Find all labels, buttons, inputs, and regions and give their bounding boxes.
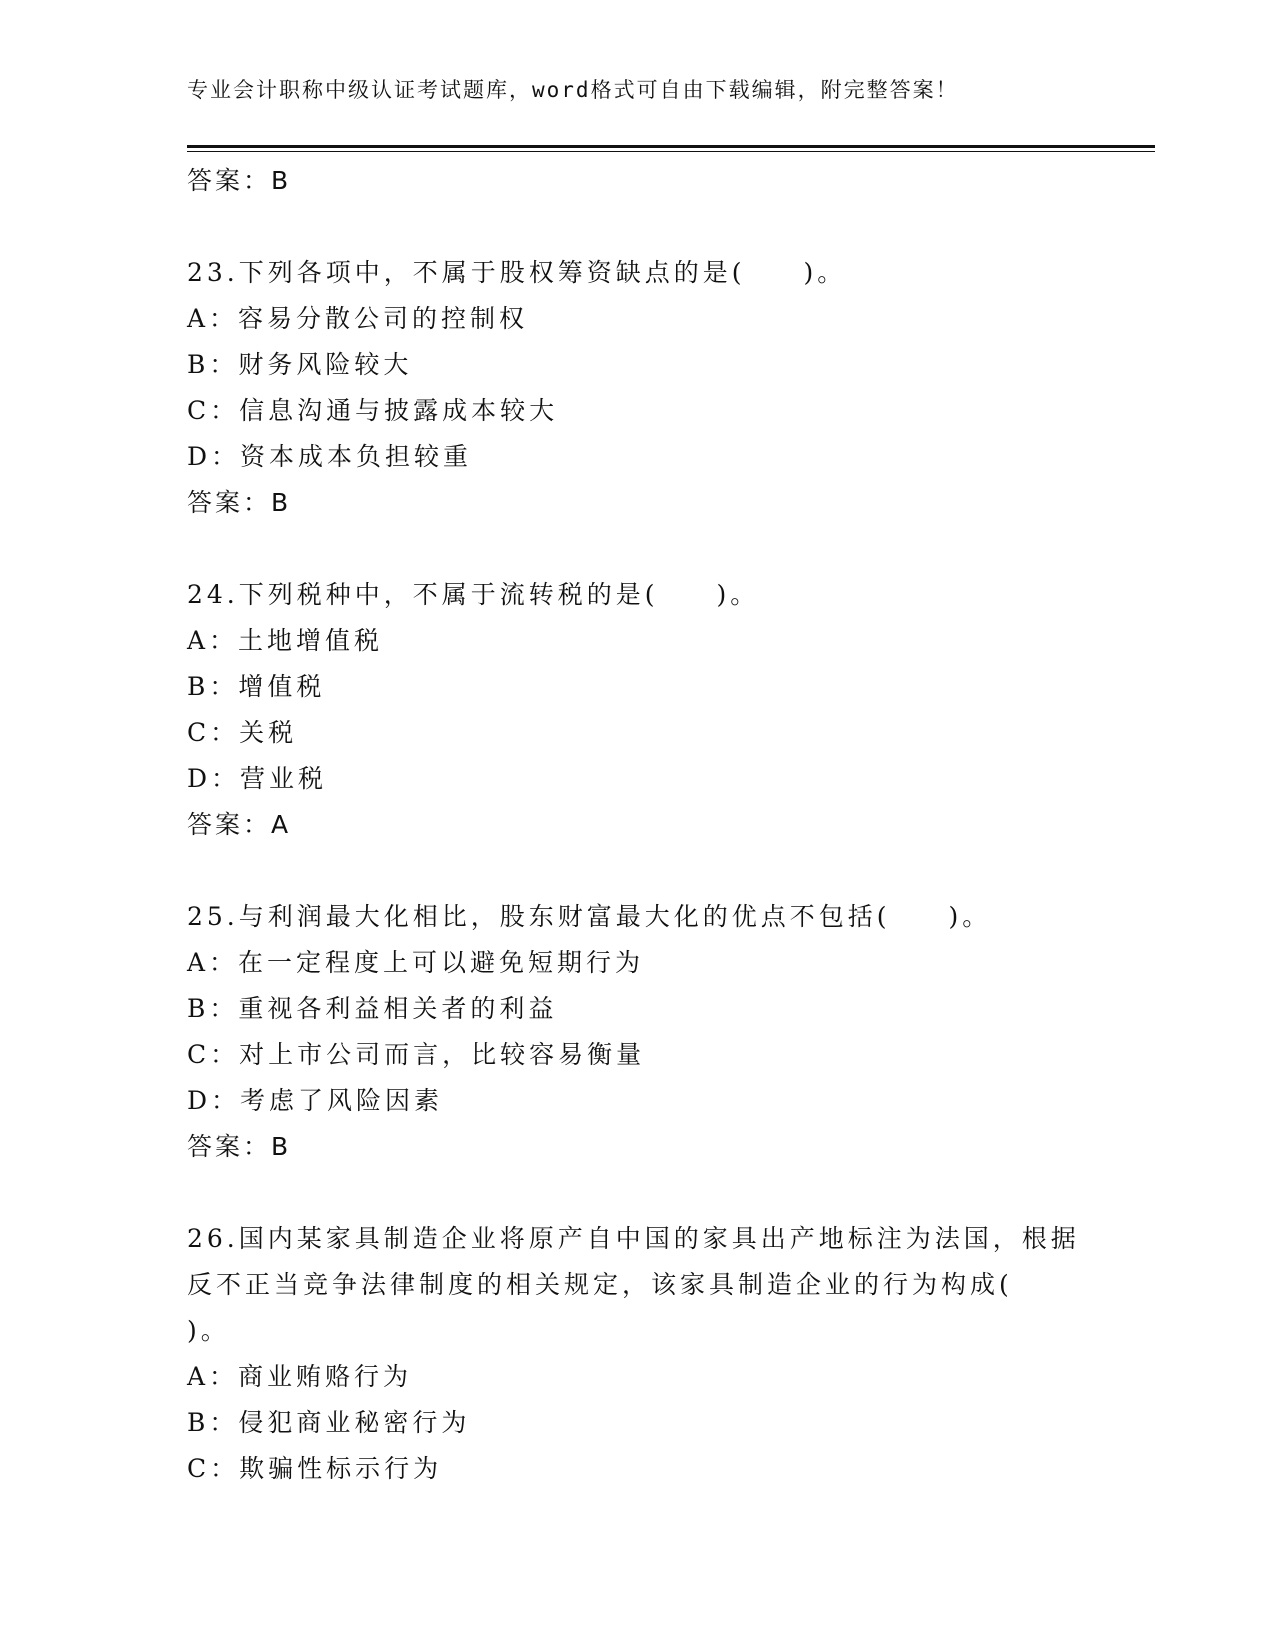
question-text: 24.下列税种中，不属于流转税的是( )。 bbox=[187, 580, 760, 609]
question-block bbox=[187, 1216, 1087, 1492]
option-c: C：对上市公司而言，比较容易衡量 bbox=[187, 1040, 646, 1069]
question-text-continued: )。 bbox=[187, 1316, 230, 1345]
question-block bbox=[187, 572, 1087, 848]
header-rule-thin bbox=[187, 151, 1155, 152]
question-block bbox=[187, 894, 1087, 1170]
question-text-continued: 反不正当竞争法律制度的相关规定，该家具制造企业的行为构成( bbox=[187, 1270, 1013, 1299]
option-b: B：侵犯商业秘密行为 bbox=[187, 1408, 471, 1437]
option-b: B：财务风险较大 bbox=[187, 350, 413, 379]
option-d: D：资本成本负担较重 bbox=[187, 442, 473, 471]
page-header: 专业会计职称中级认证考试题库，word格式可自由下载编辑，附完整答案！ bbox=[187, 78, 959, 102]
answer-line: 答案：B bbox=[187, 488, 292, 517]
option-c: C：信息沟通与披露成本较大 bbox=[187, 396, 559, 425]
option-b: B：重视各利益相关者的利益 bbox=[187, 994, 558, 1023]
answer-line: 答案：A bbox=[187, 810, 292, 839]
option-c: C：欺骗性标示行为 bbox=[187, 1454, 443, 1483]
option-a: A：商业贿赂行为 bbox=[187, 1362, 413, 1391]
answer-line: 答案：B bbox=[187, 1132, 292, 1161]
option-a: A：容易分散公司的控制权 bbox=[187, 304, 529, 333]
header-rule-thick bbox=[187, 145, 1155, 148]
question-text: 25.与利润最大化相比，股东财富最大化的优点不包括( )。 bbox=[187, 902, 992, 931]
question-text: 23.下列各项中，不属于股权筹资缺点的是( )。 bbox=[187, 258, 847, 287]
option-a: A：土地增值税 bbox=[187, 626, 384, 655]
option-b: B：增值税 bbox=[187, 672, 326, 701]
question-list bbox=[187, 158, 1087, 1492]
option-c: C：关税 bbox=[187, 718, 298, 747]
question-text: 26.国内某家具制造企业将原产自中国的家具出产地标注为法国，根据 bbox=[187, 1224, 1080, 1253]
option-d: D：营业税 bbox=[187, 764, 328, 793]
question-block bbox=[187, 250, 1087, 526]
option-a: A：在一定程度上可以避免短期行为 bbox=[187, 948, 645, 977]
option-d: D：考虑了风险因素 bbox=[187, 1086, 444, 1115]
answer-line: 答案：B bbox=[187, 166, 292, 195]
